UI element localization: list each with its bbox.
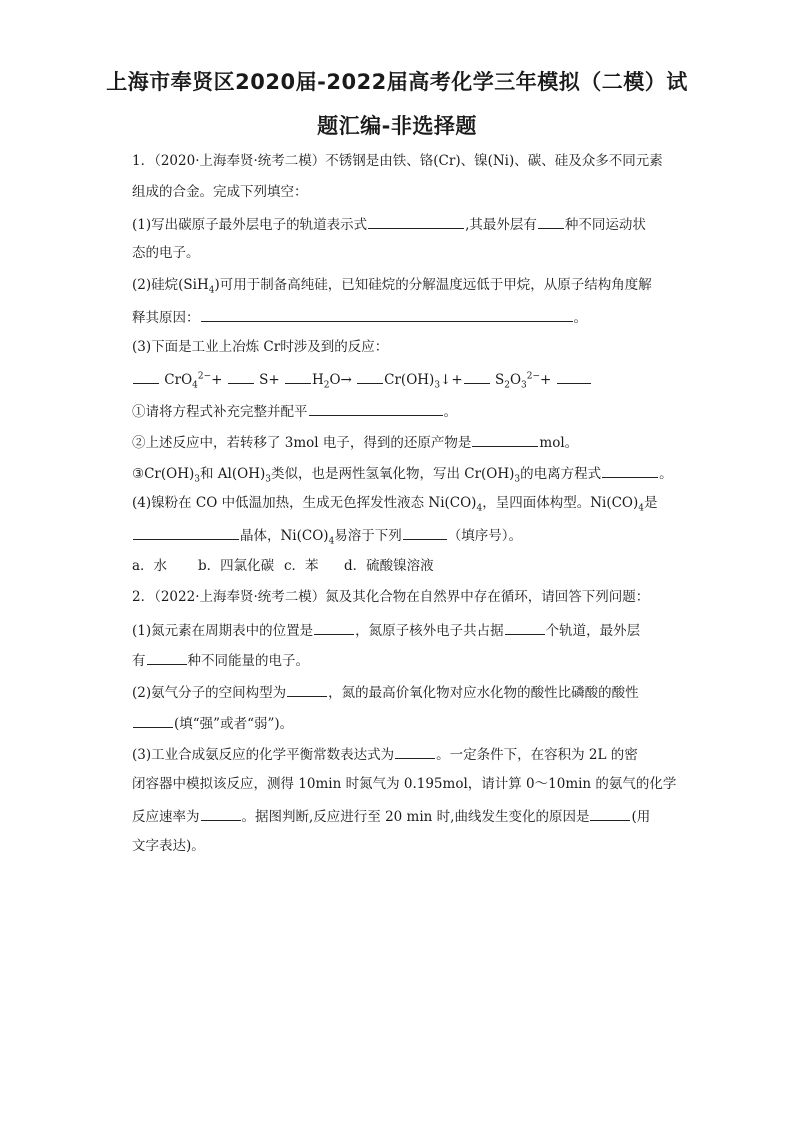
q1-part2-line-1: (2)硅烷(SiH$_4$)可用于制备高纯硅，已知硅烷的分解温度远低于甲烷，从原子结构角度解 xyxy=(132,277,652,296)
answer-blank[interactable] xyxy=(287,682,327,697)
answer-blank[interactable] xyxy=(201,806,241,821)
answer-blank[interactable] xyxy=(201,307,573,322)
answer-blank[interactable] xyxy=(133,369,159,384)
option-a[interactable]: a．水 xyxy=(132,558,168,574)
q1-sub1: ①请将方程式补充完整并配平 。 xyxy=(132,401,672,421)
q2-part3-line-4: 文字表达)。 xyxy=(132,838,205,854)
answer-blank[interactable] xyxy=(590,806,630,821)
q1-part1-line-2: 态的电子。 xyxy=(132,245,200,261)
answer-blank[interactable] xyxy=(228,369,254,384)
q1-sub2: ②上述反应中，若转移了 3mol 电子，得到的还原产物是 mol。 xyxy=(132,432,672,452)
answer-blank[interactable] xyxy=(285,369,311,384)
q2-part3-line-2: 闭容器中模拟该反应，测得 10min 时氮气为 0.195mol，请计算 0～10min 的氨气的化学 xyxy=(132,776,677,792)
q1-part4-line-2: 晶体，$Ni(CO)_4$易溶于下列 （填序号）。 xyxy=(132,525,672,545)
q1-part2-line-2: 释其原因： 。 xyxy=(132,307,672,327)
answer-blank[interactable] xyxy=(395,744,435,759)
answer-blank[interactable] xyxy=(357,369,383,384)
option-d[interactable]: d．硫酸镍溶液 xyxy=(344,558,434,574)
answer-blank[interactable] xyxy=(147,650,187,665)
q2-part1-line-1: (1)氮元素在周期表中的位置是 ，氮原子核外电子共占据 个轨道，最外层 xyxy=(132,620,672,640)
document-title-line-2: 题汇编-非选择题 xyxy=(317,114,477,138)
answer-blank[interactable] xyxy=(505,620,545,635)
q1-part3-intro: (3)下面是工业上冶炼 Cr时涉及到的反应： xyxy=(132,339,389,355)
option-b[interactable]: b．四氯化碳 xyxy=(198,558,275,574)
option-c[interactable]: c．苯 xyxy=(284,558,319,574)
q2-part3-line-3: 反应速率为 。据图判断,反应进行至 20 min 时,曲线发生变化的原因是 (用 xyxy=(132,806,672,826)
answer-blank[interactable] xyxy=(314,620,354,635)
q2-intro: 2．（2022·上海奉贤·统考二模）氮及其化合物在自然界中存在循环，请回答下列问题： xyxy=(132,589,650,605)
answer-blank[interactable] xyxy=(472,432,538,447)
answer-blank[interactable] xyxy=(133,713,173,728)
q1-equation: $CrO_4^{2-}+ S+ H_2O\to$ $Cr(OH)_3↓+ S_2O_3^{2-}+$ xyxy=(132,369,672,389)
answer-blank[interactable] xyxy=(464,369,490,384)
q1-intro-line-1: 1．（2020·上海奉贤·统考二模）不锈钢是由铁、铬(Cr)、镍(Ni)、碳、硅及众多不同元素 xyxy=(132,153,663,169)
answer-blank[interactable] xyxy=(602,463,658,478)
document-title-line-1: 上海市奉贤区2020届-2022届高考化学三年模拟（二模）试 xyxy=(106,70,688,94)
q1-part4-line-1: (4)镍粉在 CO 中低温加热，生成无色挥发性液态 $Ni(CO)_4$，呈四面体构型。$Ni(CO)_4$是 xyxy=(132,495,658,514)
q1-options xyxy=(132,557,672,575)
q1-sub3: $③Cr(OH)_3$和 $Al(OH)_3$类似，也是两性氢氧化物，写出 $Cr(OH)_3$的电离方程式 。 xyxy=(132,463,672,483)
answer-blank[interactable] xyxy=(309,401,443,416)
answer-blank[interactable] xyxy=(133,525,239,540)
answer-blank[interactable] xyxy=(538,214,564,229)
answer-blank[interactable] xyxy=(368,214,464,229)
q1-intro-line-2: 组成的合金。完成下列填空： xyxy=(132,184,308,200)
q2-part1-line-2: 有 种不同能量的电子。 xyxy=(132,650,672,670)
q2-part2-line-1: (2)氨气分子的空间构型为 ，氮的最高价氧化物对应水化物的酸性比磷酸的酸性 xyxy=(132,682,672,702)
q2-part2-line-2: (填“强”或者“弱”)。 xyxy=(132,713,672,733)
answer-blank[interactable] xyxy=(403,525,447,540)
q1-part1-line-1: (1)写出碳原子最外层电子的轨道表示式 ,其最外层有 种不同运动状 xyxy=(132,214,672,234)
answer-blank[interactable] xyxy=(557,369,591,384)
q2-part3-line-1: (3)工业合成氨反应的化学平衡常数表达式为 。一定条件下，在容积为 2L 的密 xyxy=(132,744,672,764)
